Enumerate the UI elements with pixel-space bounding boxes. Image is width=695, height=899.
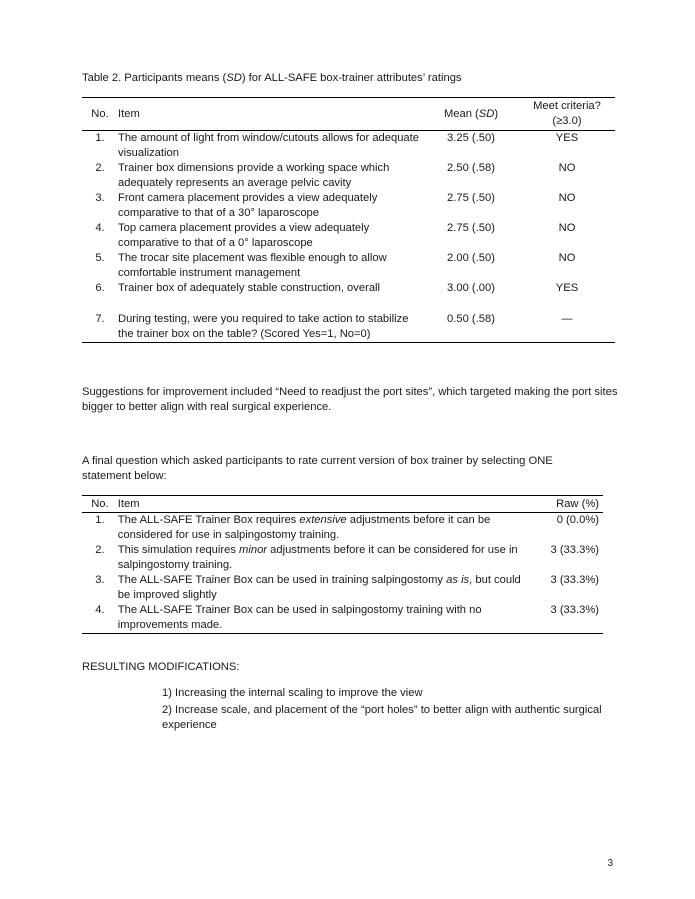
table-row: 6. Trainer box of adequately stable construction, overall 3.00 (.00) YES — [95, 282, 579, 294]
table-row: 1. The ALL-SAFE Trainer Box requires extensive adjustments before it can be considered for use in salpingostomy training. 0 (0.0%) — [95, 514, 599, 541]
col-no-header: No. — [82, 98, 118, 131]
table-row: 2. Trainer box dimensions provide a working space which adequately represents an average pelvic cavity 2.50 (.58) NO — [95, 162, 576, 189]
table-row: 4. The ALL-SAFE Trainer Box can be used in salpingostomy training with no improvements made. 3 (33.3%) — [95, 604, 599, 631]
col-raw-header: Raw (%) — [534, 496, 603, 513]
table-row: 5. The trocar site placement was flexible enough to allow comfortable instrument management 2.00 (.50) NO — [95, 252, 576, 279]
rating-distribution-table — [82, 495, 603, 634]
col-mean-header: Mean (SD) — [423, 98, 519, 131]
table-header-row — [82, 98, 615, 131]
table-header-row — [82, 496, 603, 513]
table-row: 3. Front camera placement provides a view adequately comparative to that of a 30° laparoscope 2.75 (.50) NO — [95, 192, 576, 219]
col-item-header: Item — [118, 496, 534, 513]
table-row: 3. The ALL-SAFE Trainer Box can be used in training salpingostomy as is, but could be improved slightly 3 (33.3%) — [95, 574, 599, 601]
modifications-heading: RESULTING MODIFICATIONS: — [82, 661, 240, 673]
table-row: 4. Top camera placement provides a view adequately comparative to that of a 0° laparoscope 2.75 (.50) NO — [95, 222, 576, 249]
final-question-paragraph: A final question which asked participants to rate current version of box trainer by selecting ONE statement below: — [82, 455, 553, 482]
modification-item: 1) Increasing the internal scaling to improve the view — [162, 687, 423, 699]
col-meet-criteria-header: Meet criteria? (≥3.0) — [519, 98, 615, 131]
table-row: 2. This simulation requires minor adjustments before it can be considered for use in salpingostomy training. 3 (33.3%) — [95, 544, 599, 571]
table1-caption: Table 2. Participants means (SD) for ALL-SAFE box-trainer attributes’ ratings — [82, 72, 462, 84]
table-row: 7. During testing, were you required to take action to stabilize the trainer box on the table? (Scored Yes=1, No=0) 0.50 (.58) — — [95, 313, 573, 340]
col-no-header: No. — [82, 496, 118, 513]
table-row: 1. The amount of light from window/cutouts allows for adequate visualization 3.25 (.50) YES — [95, 132, 579, 159]
modification-item: 2) Increase scale, and placement of the “port holes” to better align with authentic surgical experience — [162, 704, 602, 731]
page-number: 3 — [607, 858, 613, 869]
suggestions-paragraph: Suggestions for improvement included “Need to readjust the port sites”, which targeted making the port sites bigger to better align with real surgical experience. — [82, 386, 618, 413]
ratings-table — [82, 97, 615, 343]
col-item-header: Item — [118, 98, 423, 131]
